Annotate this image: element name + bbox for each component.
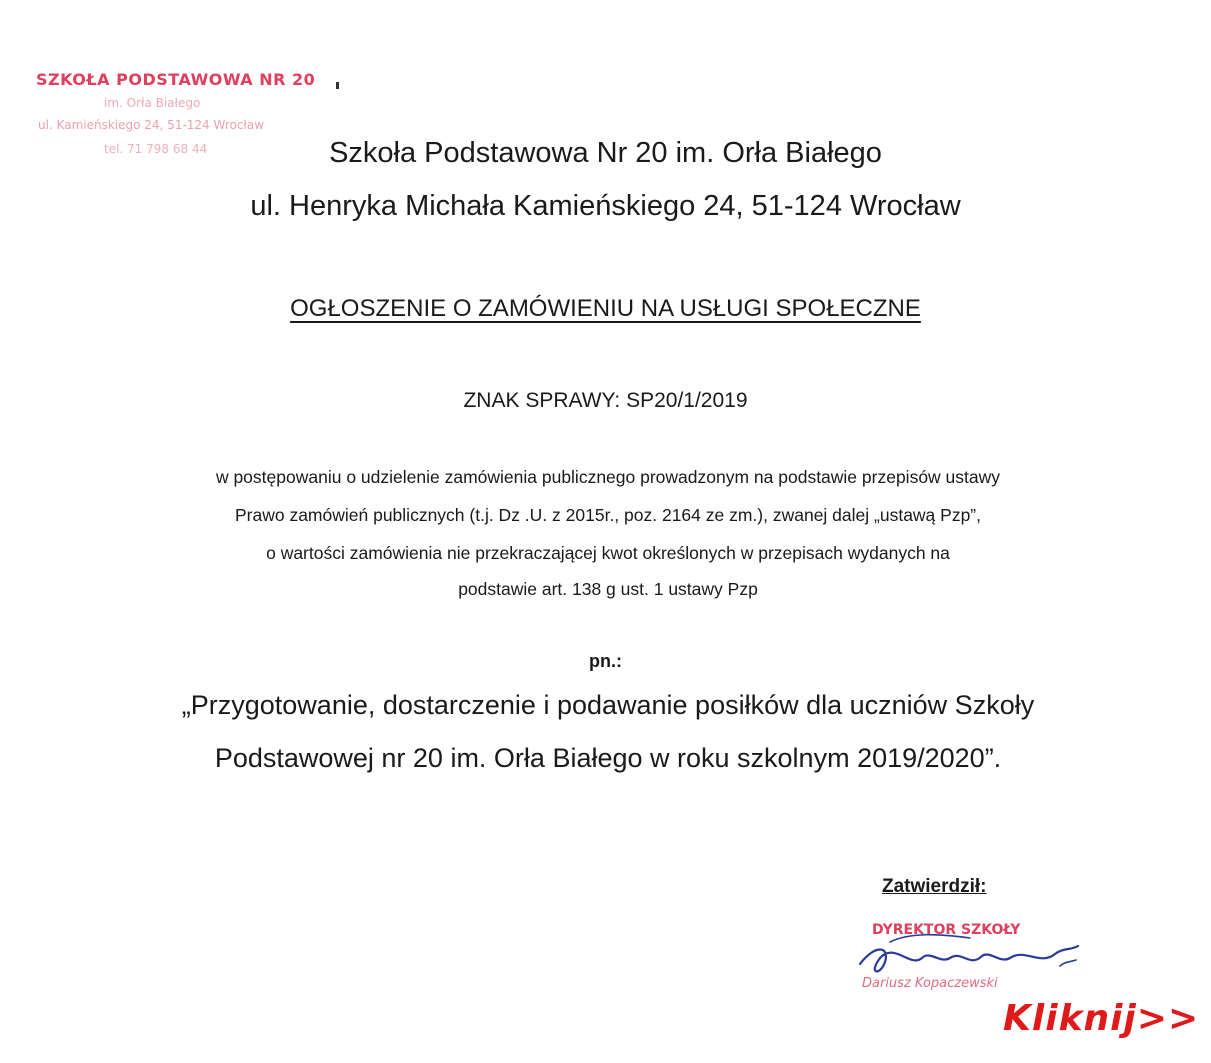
school-name: Szkoła Podstawowa Nr 20 im. Orła Białego [329,137,882,169]
subject-label: pn.: [589,651,622,671]
paragraph-line: podstawie art. 138 g ust. 1 ustawy Pzp [458,579,758,599]
paragraph-line: w postępowaniu o udzielenie zamówienia publicznego prowadzonym na podstawie przepisów ustawy [215,467,1001,487]
stamp-address: ul. Kamieńskiego 24, 51-124 Wrocław [38,118,265,132]
approved-label: Zatwierdził: [882,876,987,897]
paragraph-line: o wartości zamówienia nie przekraczającej kwot określonych w przepisach wydanych na [266,543,950,563]
stamp-phone: tel. 71 798 68 44 [104,142,208,156]
scan-mark [336,82,339,89]
director-stamp-name: Dariusz Kopaczewski [862,976,998,991]
school-address: ul. Henryka Michała Kamieńskiego 24, 51-124 Wrocław [250,190,961,222]
click-link[interactable]: Kliknij>> [1003,998,1200,1039]
case-number: ZNAK SPRAWY: SP20/1/2019 [463,389,748,412]
subject-line: Podstawowej nr 20 im. Orła Białego w roku szkolnym 2019/2020”. [214,743,1002,773]
notice-title: OGŁOSZENIE O ZAMÓWIENIU NA USŁUGI SPOŁECZNE [290,295,921,322]
stamp-school-name: SZKOŁA PODSTAWOWA NR 20 [36,70,316,89]
paragraph-line: Prawo zamówień publicznych (t.j. Dz .U. z 2015r., poz. 2164 ze zm.), zwanej dalej „ustawą Pzp”, [234,505,981,525]
stamp-patron: im. Orła Białego [104,96,201,110]
subject-line: „Przygotowanie, dostarczenie i podawanie posiłków dla uczniów Szkoły [181,690,1035,720]
director-stamp-title: DYREKTOR SZKOŁY [872,922,1021,938]
